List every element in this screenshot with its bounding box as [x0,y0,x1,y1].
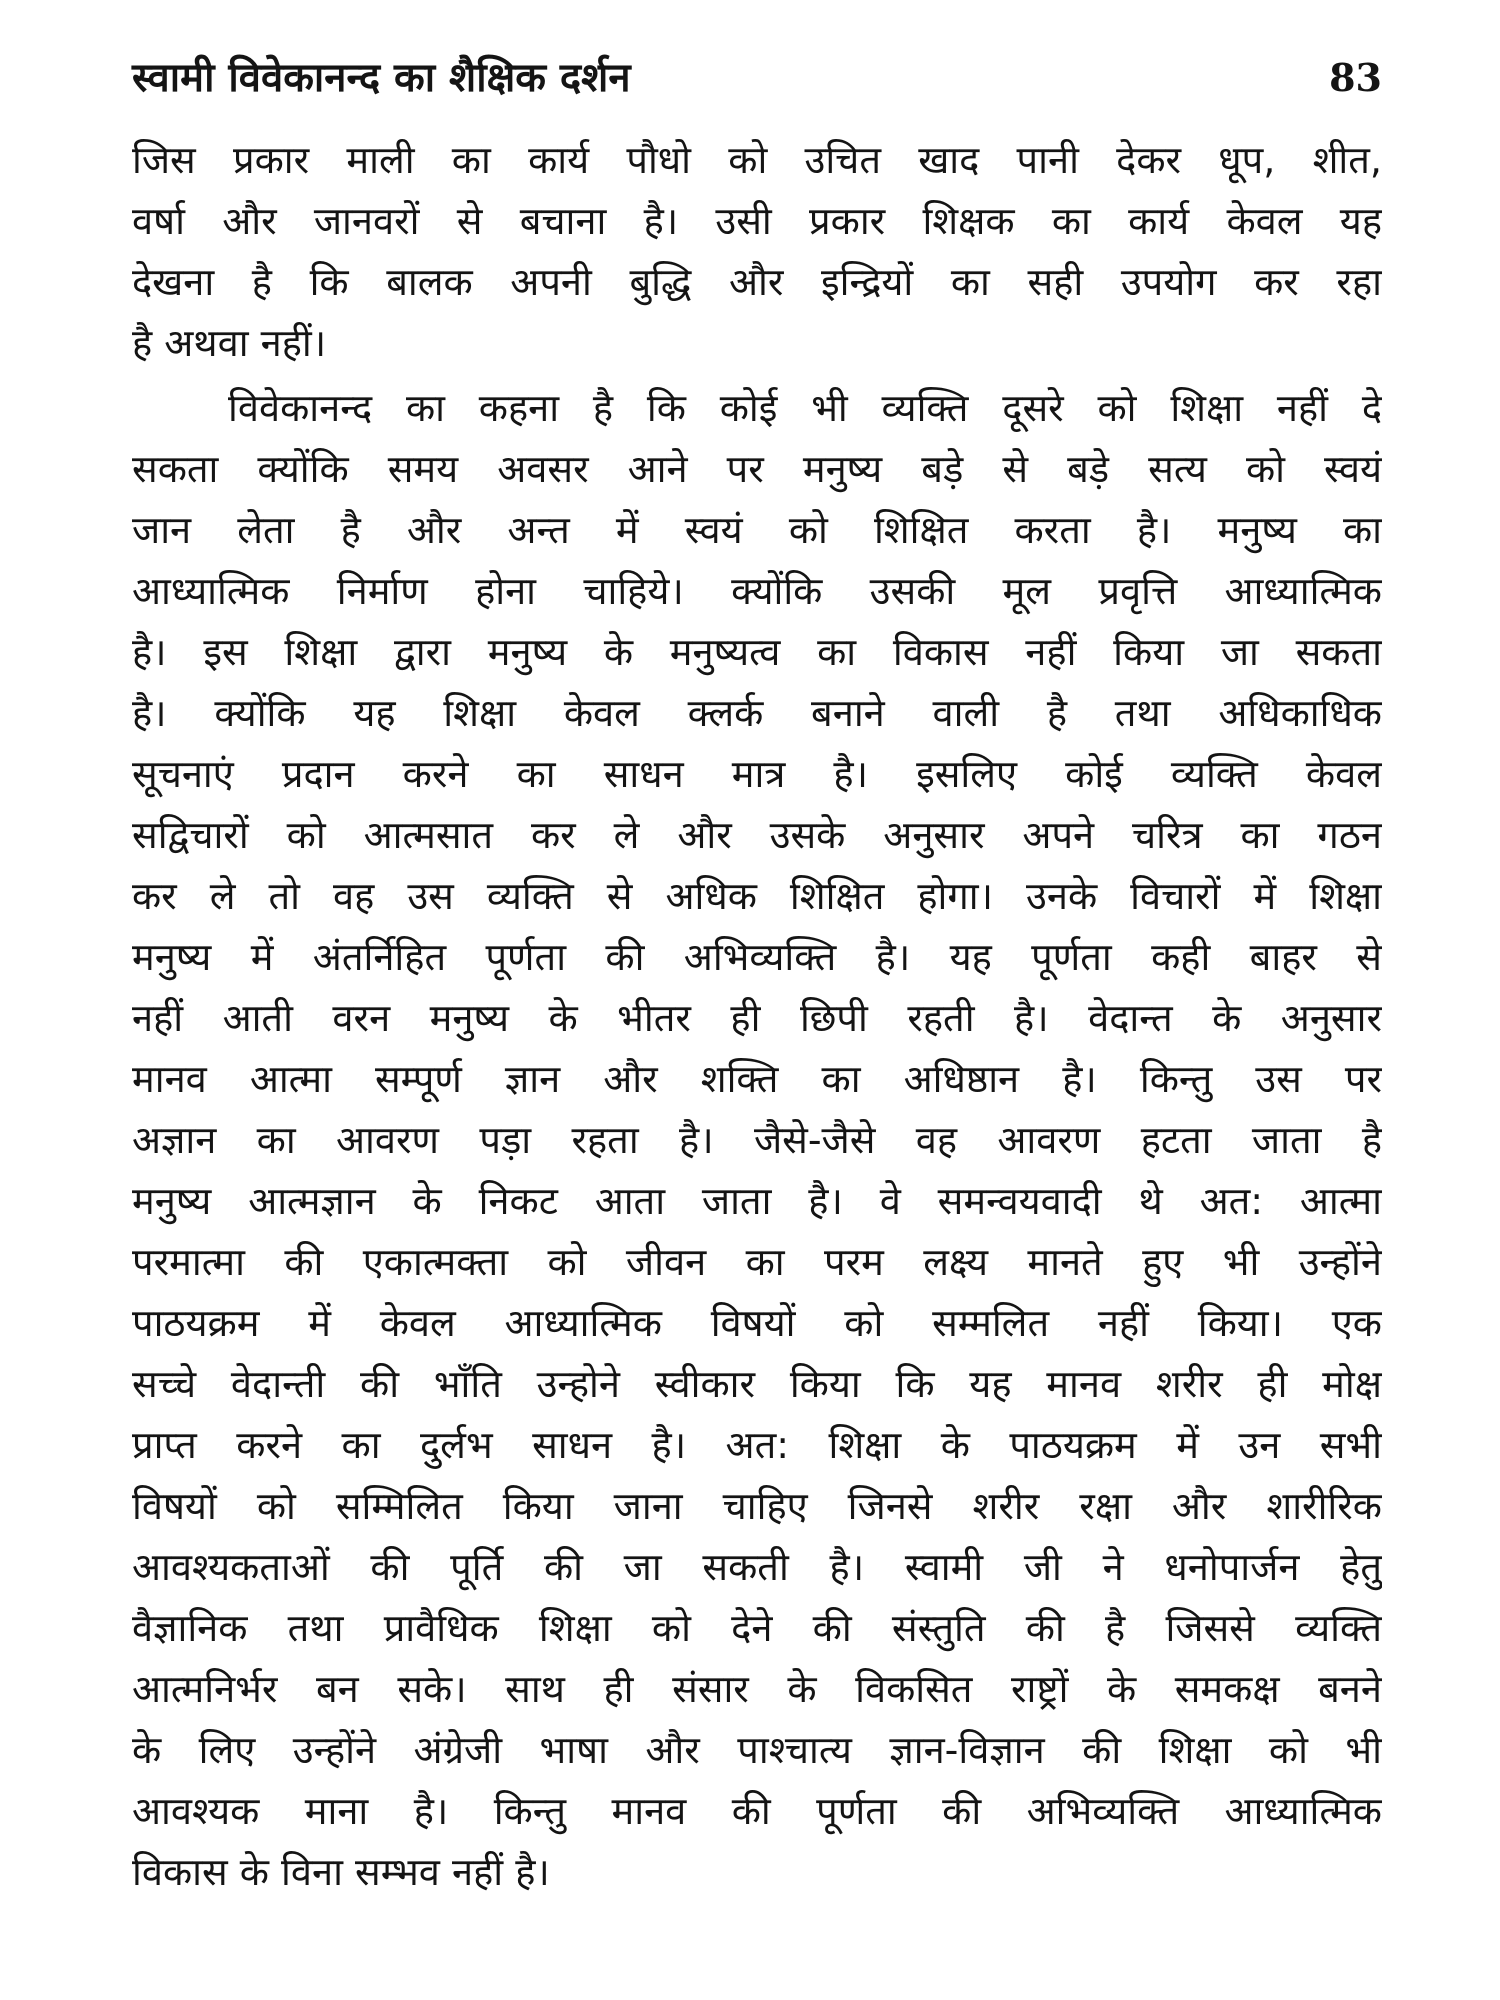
body-text [132,130,1382,1903]
text-line: वैज्ञानिक तथा प्रावैधिक शिक्षा को देने की संस्तुति की है जिससे व्यक्ति [132,1606,1382,1650]
paragraph-2 [132,378,1382,1903]
running-head-title: स्वामी विवेकानन्द का शैक्षिक दर्शन [132,55,631,101]
page-number: 83 [1329,55,1382,100]
text-line: परमात्मा की एकात्मक्ता को जीवन का परम लक्ष्य मानते हुए भी उन्होंने [132,1240,1382,1284]
text-line: नहीं आती वरन मनुष्य के भीतर ही छिपी रहती है। वेदान्त के अनुसार [132,996,1382,1040]
text-line: आत्मनिर्भर बन सके। साथ ही संसार के विकसित राष्ट्रों के समकक्ष बनने [132,1667,1382,1711]
text-line: जान लेता है और अन्त में स्वयं को शिक्षित करता है। मनुष्य का [132,508,1382,552]
text-line: सकता क्योंकि समय अवसर आने पर मनुष्य बड़े से बड़े सत्य को स्वयं [132,447,1382,491]
text-line: आध्यात्मिक निर्माण होना चाहिये। क्योंकि उसकी मूल प्रवृत्ति आध्यात्मिक [132,569,1382,613]
text-line: के लिए उन्होंने अंग्रेजी भाषा और पाश्चात्य ज्ञान-विज्ञान की शिक्षा को भी [132,1728,1382,1772]
text-line: कर ले तो वह उस व्यक्ति से अधिक शिक्षित होगा। उनके विचारों में शिक्षा [132,874,1382,918]
text-line: विषयों को सम्मिलित किया जाना चाहिए जिनसे शरीर रक्षा और शारीरिक [132,1484,1382,1528]
paragraph-1 [132,130,1382,374]
text-line: विकास के विना सम्भव नहीं है। [132,1850,550,1894]
text-line: सद्विचारों को आत्मसात कर ले और उसके अनुसार अपने चरित्र का गठन [132,813,1382,857]
text-line: है अथवा नहीं। [132,321,327,365]
text-line: सूचनाएं प्रदान करने का साधन मात्र है। इसलिए कोई व्यक्ति केवल [132,752,1382,796]
text-line: देखना है कि बालक अपनी बुद्धि और इन्द्रियों का सही उपयोग कर रहा [132,260,1382,304]
text-line: अज्ञान का आवरण पड़ा रहता है। जैसे-जैसे वह आवरण हटता जाता है [132,1118,1382,1162]
page-header [132,38,1382,118]
text-line: जिस प्रकार माली का कार्य पौधो को उचित खाद पानी देकर धूप, शीत, [132,138,1382,182]
text-line: वर्षा और जानवरों से बचाना है। उसी प्रकार शिक्षक का कार्य केवल यह [132,199,1382,243]
text-line: है। इस शिक्षा द्वारा मनुष्य के मनुष्यत्व का विकास नहीं किया जा सकता [132,630,1382,674]
text-line: आवश्यकताओं की पूर्ति की जा सकती है। स्वामी जी ने धनोपार्जन हेतु [132,1545,1382,1589]
text-line: आवश्यक माना है। किन्तु मानव की पूर्णता की अभिव्यक्ति आध्यात्मिक [132,1789,1382,1833]
text-line: मनुष्य आत्मज्ञान के निकट आता जाता है। वे समन्वयवादी थे अत: आत्मा [132,1179,1382,1223]
text-line: पाठयक्रम में केवल आध्यात्मिक विषयों को सम्मलित नहीं किया। एक [132,1301,1382,1345]
text-line: मानव आत्मा सम्पूर्ण ज्ञान और शक्ति का अधिष्ठान है। किन्तु उस पर [132,1057,1382,1101]
text-line: मनुष्य में अंतर्निहित पूर्णता की अभिव्यक्ति है। यह पूर्णता कही बाहर से [132,935,1382,979]
text-line: विवेकानन्द का कहना है कि कोई भी व्यक्ति दूसरे को शिक्षा नहीं दे [228,386,1382,430]
text-line: सच्चे वेदान्ती की भाँति उन्होने स्वीकार किया कि यह मानव शरीर ही मोक्ष [132,1362,1382,1406]
text-line: है। क्योंकि यह शिक्षा केवल क्लर्क बनाने वाली है तथा अधिकाधिक [132,691,1382,735]
text-line: प्राप्त करने का दुर्लभ साधन है। अत: शिक्षा के पाठयक्रम में उन सभी [132,1423,1382,1467]
